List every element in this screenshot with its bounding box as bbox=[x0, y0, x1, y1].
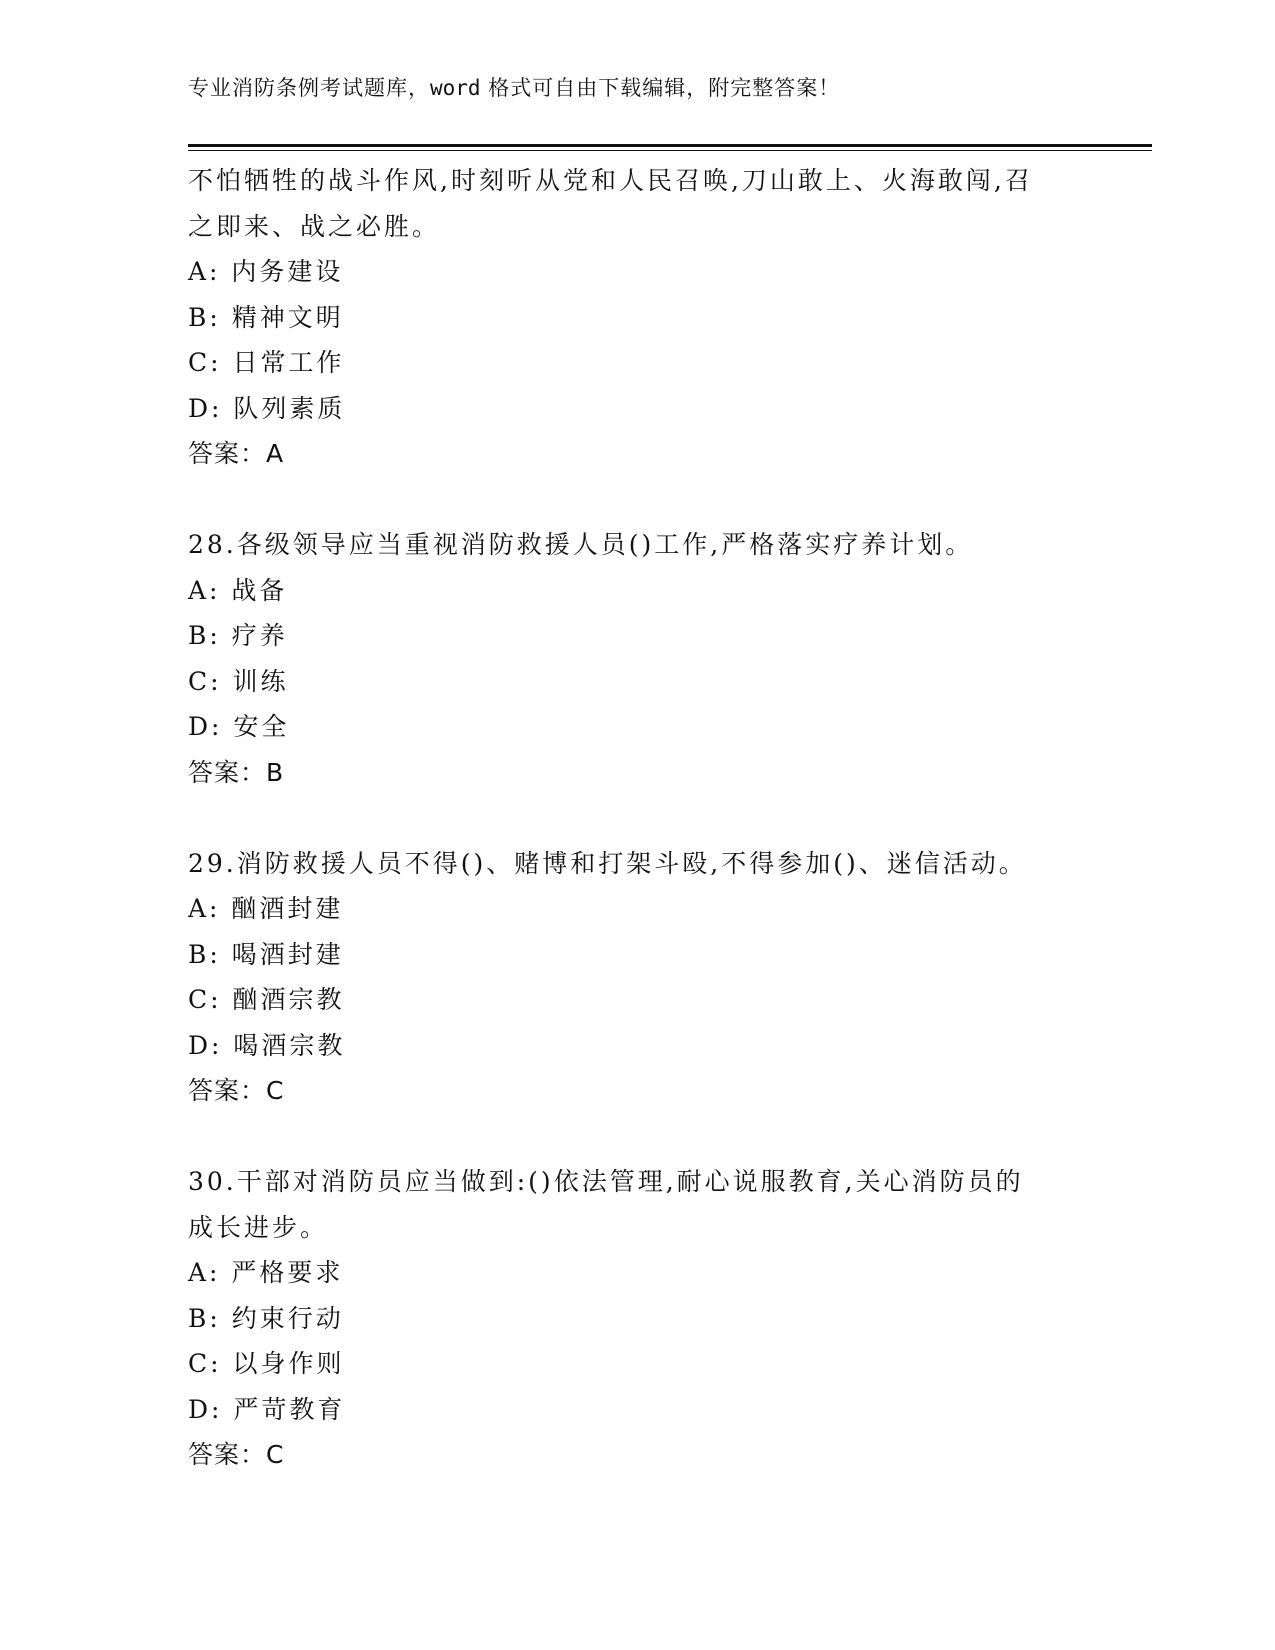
option-d: D: 严苛教育 bbox=[188, 1394, 346, 1424]
answer: 答案：A bbox=[188, 439, 285, 468]
header-text-latin: word bbox=[430, 76, 481, 100]
question-stem-line: 30.干部对消防员应当做到:()依法管理,耐心说服教育,关心消防员的 bbox=[188, 1167, 1024, 1196]
option-b: B: 精神文明 bbox=[188, 302, 344, 332]
option-b: B: 疗养 bbox=[188, 621, 288, 650]
spacer bbox=[188, 477, 1088, 523]
question-stem-line: 28.各级领导应当重视消防救援人员()工作,严格落实疗养计划。 bbox=[188, 530, 974, 559]
option-b: B: 约束行动 bbox=[188, 1303, 344, 1333]
question-28 bbox=[188, 522, 1088, 795]
option-c: C: 日常工作 bbox=[188, 348, 345, 377]
spacer bbox=[188, 1114, 1088, 1160]
header-rule-thick bbox=[188, 144, 1152, 147]
page-header bbox=[188, 72, 840, 102]
question-30 bbox=[188, 1159, 1088, 1478]
option-d: D: 安全 bbox=[188, 712, 290, 741]
option-d: D: 队列素质 bbox=[188, 393, 346, 423]
question-stem-line: 29.消防救援人员不得()、赌博和打架斗殴,不得参加()、迷信活动。 bbox=[188, 848, 1027, 878]
option-b: B: 喝酒封建 bbox=[188, 939, 344, 969]
question-list bbox=[188, 158, 1088, 1478]
option-d: D: 喝酒宗教 bbox=[188, 1030, 346, 1060]
header-text-after: 格式可自由下载编辑，附完整答案！ bbox=[480, 76, 841, 100]
answer: 答案：C bbox=[188, 1440, 285, 1469]
header-rule-thin bbox=[188, 150, 1152, 151]
option-a: A: 战备 bbox=[188, 575, 288, 605]
question-27 bbox=[188, 158, 1088, 477]
option-a: A: 酗酒封建 bbox=[188, 894, 344, 923]
question-29 bbox=[188, 841, 1088, 1114]
question-stem-line: 成长进步。 bbox=[188, 1212, 329, 1242]
question-stem-line: 之即来、战之必胜。 bbox=[188, 211, 441, 241]
answer: 答案：C bbox=[188, 1076, 285, 1105]
option-c: C: 训练 bbox=[188, 666, 289, 696]
option-a: A: 内务建设 bbox=[188, 257, 344, 286]
spacer bbox=[188, 795, 1088, 841]
question-stem-line: 不怕牺牲的战斗作风,时刻听从党和人民召唤,刀山敢上、火海敢闯,召 bbox=[188, 166, 1033, 195]
option-c: C: 以身作则 bbox=[188, 1349, 345, 1378]
answer: 答案：B bbox=[188, 757, 285, 787]
option-a: A: 严格要求 bbox=[188, 1258, 344, 1287]
header-text-before: 专业消防条例考试题库， bbox=[188, 76, 430, 100]
option-c: C: 酗酒宗教 bbox=[188, 985, 345, 1014]
